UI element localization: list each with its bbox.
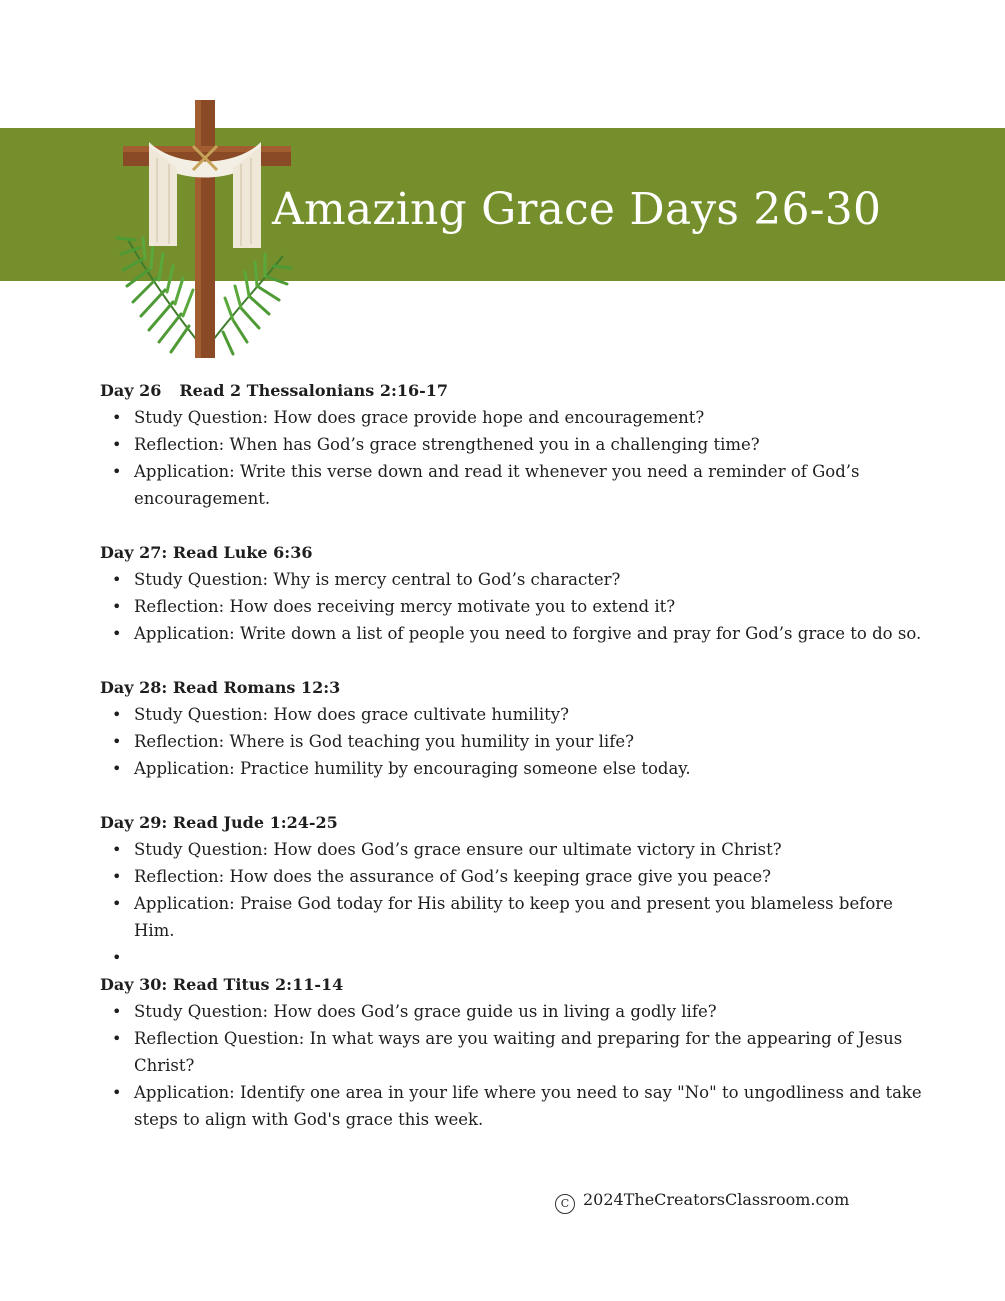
question-list (100, 998, 930, 1133)
bullet-icon: • (112, 732, 122, 751)
bullet-icon: • (112, 1083, 122, 1102)
day-heading: Day 29: Read Jude 1:24-25 (100, 813, 338, 832)
list-item: • Reflection: How does the assurance of God’s keeping grace give you peace? (100, 863, 924, 890)
list-item: • Reflection Question: In what ways are you waiting and preparing for the appearing of Jesus Christ? (100, 1025, 924, 1079)
question-list (100, 836, 930, 944)
copyright-footer (555, 1188, 849, 1214)
copyright-icon: C (555, 1194, 575, 1214)
day-26-section (100, 377, 930, 512)
list-item: • Study Question: Why is mercy central to God’s character? (100, 566, 924, 593)
day-27-section (100, 539, 930, 647)
question-list (100, 404, 930, 512)
bullet-icon: • (112, 759, 122, 778)
empty-list-item (100, 944, 930, 971)
bullet-icon: • (112, 597, 122, 616)
list-item: • Application: Praise God today for His ability to keep you and present you blameless before Him. (100, 890, 924, 944)
day-label: Day 26 (100, 381, 162, 400)
list-item: • Application: Identify one area in your life where you need to say "No" to ungodliness and take steps to align with God's grace this week. (100, 1079, 924, 1133)
list-item: • Reflection: How does receiving mercy motivate you to extend it? (100, 593, 924, 620)
day-29-section (100, 809, 930, 971)
day-heading: Day 28: Read Romans 12:3 (100, 678, 341, 697)
bullet-icon: • (112, 570, 122, 589)
bullet-icon: • (112, 867, 122, 886)
list-item: • Reflection: When has God’s grace strengthened you in a challenging time? (100, 431, 924, 458)
palm-leaf-right-icon (207, 254, 291, 354)
bullet-icon: • (112, 894, 122, 913)
bullet-icon: • (112, 1002, 122, 1021)
list-item: • Study Question: How does God’s grace ensure our ultimate victory in Christ? (100, 836, 924, 863)
day-heading: Day 30: Read Titus 2:11-14 (100, 975, 344, 994)
list-item: • Study Question: How does God’s grace guide us in living a godly life? (100, 998, 924, 1025)
list-item: • Study Question: How does grace cultivate humility? (100, 701, 924, 728)
bullet-icon: • (112, 840, 122, 859)
day-reading: Read 2 Thessalonians 2:16-17 (179, 381, 449, 400)
question-list (100, 701, 930, 782)
day-heading: Day 27: Read Luke 6:36 (100, 543, 313, 562)
list-item: • Application: Write down a list of people you need to forgive and pray for God’s grace to do so. (100, 620, 924, 647)
cross-with-drape-icon (115, 98, 295, 363)
list-item: • Study Question: How does grace provide hope and encouragement? (100, 404, 924, 431)
day-28-section (100, 674, 930, 782)
bullet-icon: • (112, 705, 122, 724)
palm-leaf-left-icon (117, 238, 203, 352)
bullet-icon: • (112, 435, 122, 454)
bullet-icon: • (112, 624, 122, 643)
list-item: • Application: Write this verse down and read it whenever you need a reminder of God’s encouragement. (100, 458, 924, 512)
bullet-icon: • (112, 1029, 122, 1048)
list-item: • Reflection: Where is God teaching you humility in your life? (100, 728, 924, 755)
question-list (100, 566, 930, 647)
bullet-icon: • (112, 408, 122, 427)
bullet-icon: • (112, 462, 122, 481)
website-text: 2024TheCreatorsClassroom.com (583, 1190, 850, 1209)
day-30-section (100, 971, 930, 1133)
reading-plan (100, 377, 930, 1160)
list-item: • Application: Practice humility by encouraging someone else today. (100, 755, 924, 782)
day-heading (100, 377, 930, 404)
page-title: Amazing Grace Days 26-30 (272, 184, 882, 235)
bullet-icon: • (112, 948, 122, 967)
